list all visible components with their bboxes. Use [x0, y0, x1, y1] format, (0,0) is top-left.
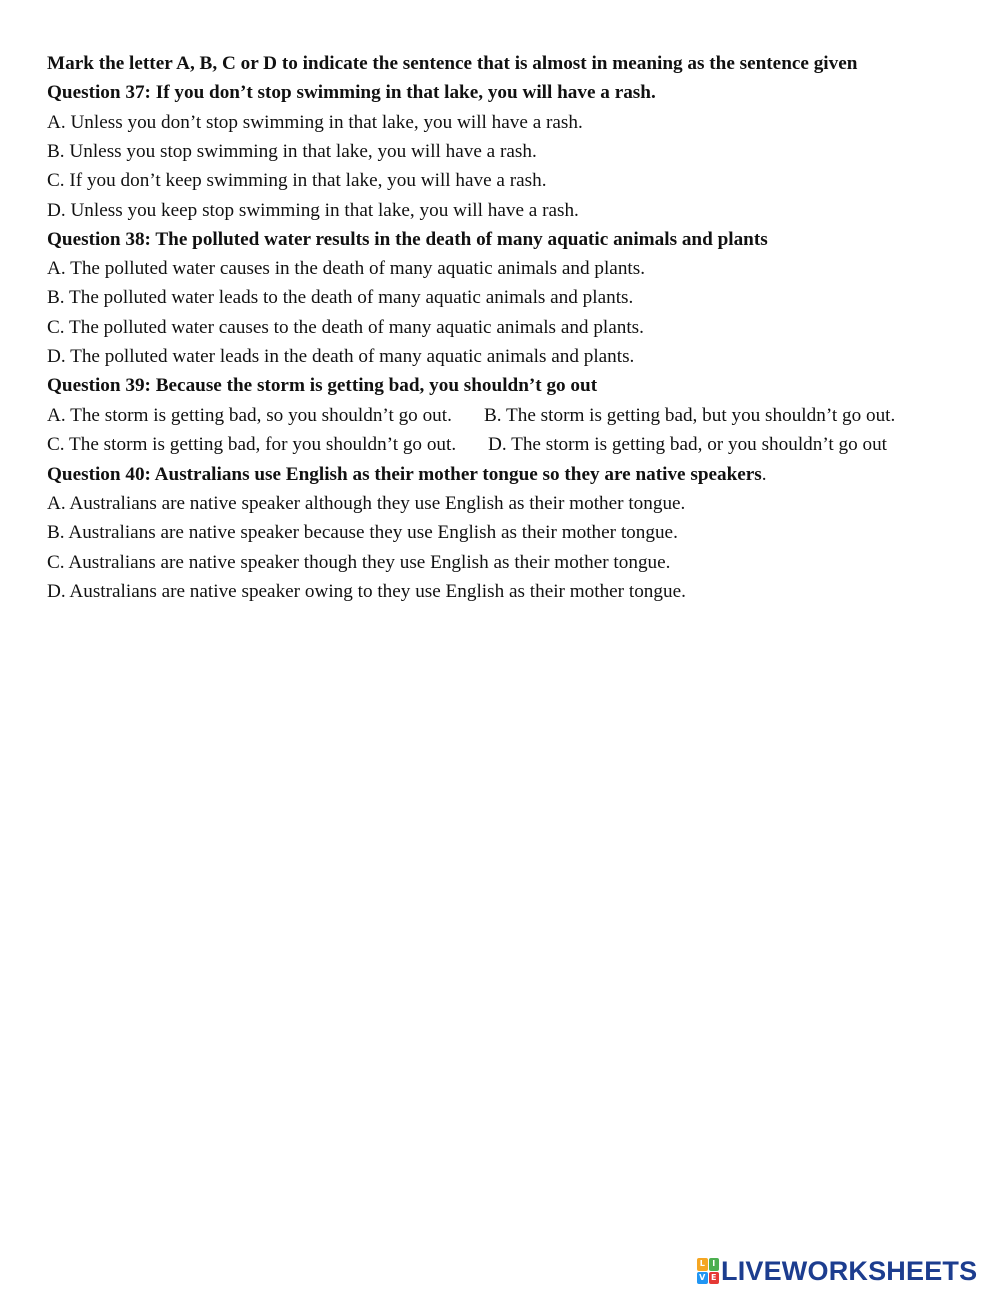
liveworksheets-logo-icon [697, 1258, 719, 1284]
question-38-option-a[interactable]: A. The polluted water causes in the death of many aquatic animals and plants. [47, 258, 646, 279]
question-37-option-c[interactable]: C. If you don’t keep swimming in that lake, you will have a rash. [47, 170, 547, 191]
question-40-prompt-line [47, 463, 767, 487]
question-40-prompt-period: . [761, 464, 767, 485]
question-38-prompt: Question 38: The polluted water results in the death of many aquatic animals and plants [47, 229, 768, 250]
question-39-option-c[interactable]: C. The storm is getting bad, for you shouldn’t go out. [47, 434, 457, 455]
question-40-option-c[interactable]: C. Australians are native speaker though they use English as their mother tongue. [47, 552, 671, 573]
question-39-prompt: Question 39: Because the storm is getting bad, you shouldn’t go out [47, 375, 598, 396]
question-39-option-b[interactable]: B. The storm is getting bad, but you shouldn’t go out. [484, 405, 896, 426]
question-39-option-a[interactable]: A. The storm is getting bad, so you shouldn’t go out. [47, 405, 452, 426]
liveworksheets-logo-text: LIVEWORKSHEETS [721, 1255, 978, 1286]
liveworksheets-logo[interactable] [697, 1256, 977, 1286]
question-37-prompt: Question 37: If you don’t stop swimming in that lake, you will have a rash. [47, 82, 656, 103]
question-37-option-b[interactable]: B. Unless you stop swimming in that lake, you will have a rash. [47, 141, 537, 162]
logo-mark-letter: I [709, 1258, 720, 1271]
logo-mark-letter: L [697, 1258, 708, 1271]
instruction-text: Mark the letter A, B, C or D to indicate the sentence that is almost in meaning as the sentence given [47, 53, 858, 74]
question-39-option-d[interactable]: D. The storm is getting bad, or you shouldn’t go out [488, 434, 888, 455]
logo-mark-letter: V [697, 1272, 708, 1285]
question-37-option-a[interactable]: A. Unless you don’t stop swimming in that lake, you will have a rash. [47, 112, 583, 133]
question-37-option-d[interactable]: D. Unless you keep stop swimming in that lake, you will have a rash. [47, 200, 579, 221]
question-38-option-d[interactable]: D. The polluted water leads in the death of many aquatic animals and plants. [47, 346, 635, 367]
logo-mark-letter: E [709, 1272, 720, 1285]
question-40-prompt: Question 40: Australians use English as their mother tongue so they are native speakers [47, 464, 762, 485]
question-40-option-b[interactable]: B. Australians are native speaker because they use English as their mother tongue. [47, 522, 678, 543]
question-38-option-b[interactable]: B. The polluted water leads to the death of many aquatic animals and plants. [47, 287, 634, 308]
question-40-option-a[interactable]: A. Australians are native speaker although they use English as their mother tongue. [47, 493, 686, 514]
question-40-option-d[interactable]: D. Australians are native speaker owing to they use English as their mother tongue. [47, 581, 686, 602]
question-38-option-c[interactable]: C. The polluted water causes to the death of many aquatic animals and plants. [47, 317, 644, 338]
